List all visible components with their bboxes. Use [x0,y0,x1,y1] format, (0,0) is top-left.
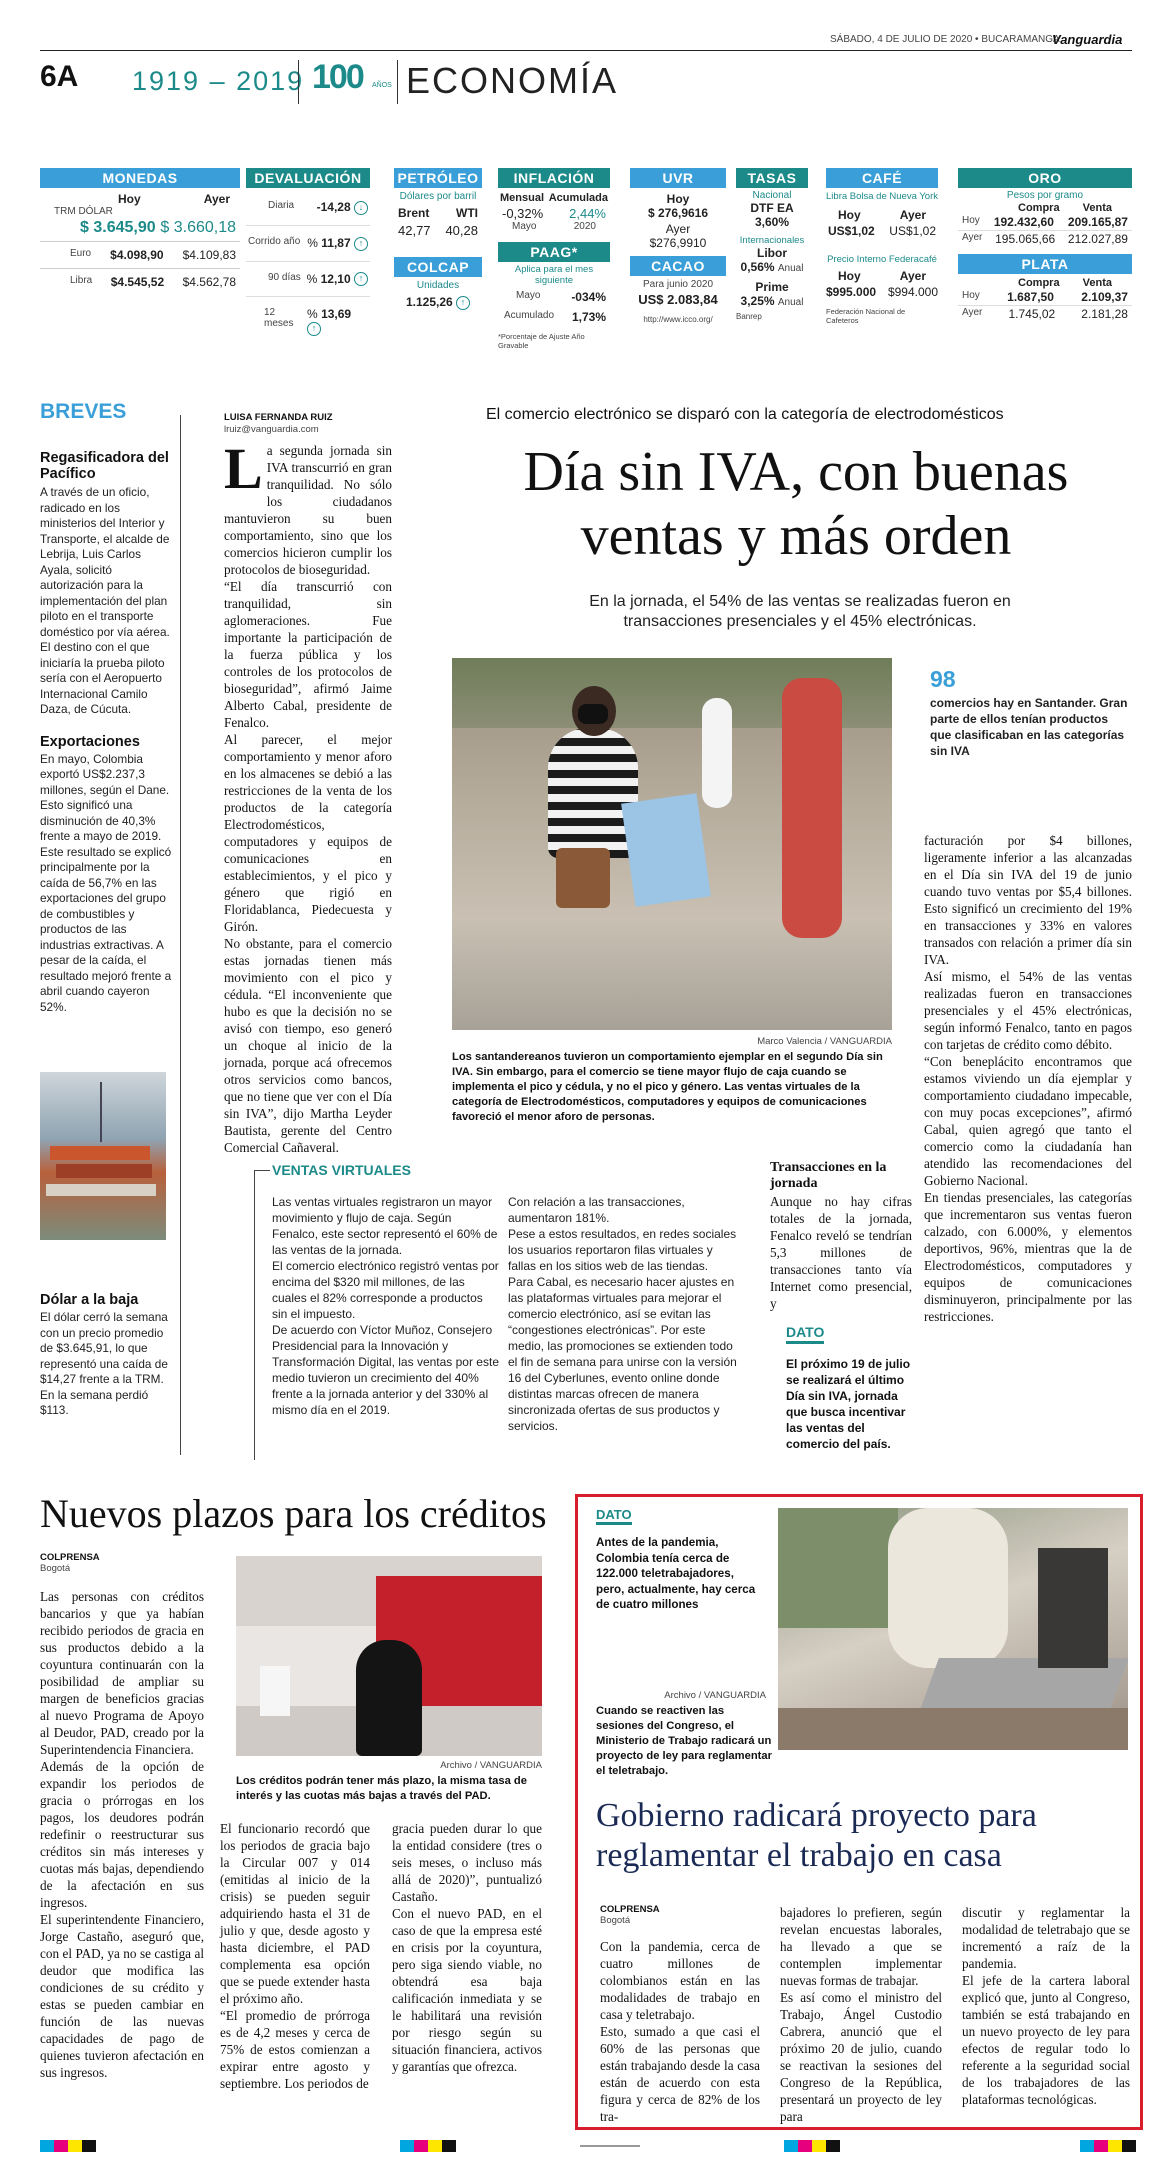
value: US$ 2.083,84 [638,292,718,307]
article-text: bajadores lo prefieren, según revelan encuestas laborales, ha llevado a que se contemplen implementar nuevas formas de trabajar. Es así como el ministro del Trabajo, Ángel Custodio Cabrera, anunció que el próximo 20 de julio, cuando se reactivan la sesiones del Congreso de la República, presentará un proyecto de ley para [780,1905,942,2124]
value: 212.027,89 [1067,232,1128,246]
label: Ayer [962,307,983,318]
value: 13,69 [321,307,352,322]
dek-line: En la jornada, el 54% de las ventas se realizadas fueron en [589,593,1011,610]
trm-today: $ 3.645,90 [80,219,156,236]
value: -14,28 [316,200,351,214]
label: Mayo [516,290,541,301]
divider [397,60,398,104]
label: Acumulada [548,192,608,204]
label: Corrido año [248,235,301,247]
value: -0,32% [502,206,544,221]
creditos-headline: Nuevos plazos para los créditos [40,1491,547,1536]
article-text: a segunda jornada sin IVA transcurrió en gran tranquilidad. No sólo los ciudadanos mantuvieron su buen comportamiento, sino que los comercios hicieron cumplir los protocolos de bioseguridad. “El día transcurrió con tranquilidad, sin aglomeraciones. Fue importante la participación de la fuerza pública y los controles de los protocolos de bioseguridad”, afirmó Jaime Alberto Cabal, presidente de Fenalco. Al parecer, el mejor comportamiento y menor aforo en los almacenes se debió a las restricciones de la venta de los productos de la categoría Electrodomésticos, computadores y equipos de comunicaciones en establecimientos, y el pico y género que rigió en Floridablanca, Piedecuesta y Girón. No obstante, para el comercio estas jornadas tienen más movimiento con el pico y cédula. “El inconveniente que hubo es que la decisión no se avisó con tiempo, eso generó un choque al inicio de la jornada, porque acá ofrecemos otros servicios como bancos, que no tiene que ver con el Día sin IVA”, dijo Martha Leyder Bautista, gerente del Centro Comercial Cañaveral. [224,443,392,1155]
breve-dolar [40,1292,176,1419]
article-column-1 [224,436,392,1156]
cafe-box [826,168,938,325]
brief-heading: Dólar a la baja [40,1292,139,1308]
dek [460,592,1140,632]
shopper-photo [452,658,892,1030]
stat-box [930,666,1130,759]
breves-column [40,400,176,1015]
value: -034% [571,290,606,304]
value: 12,10 [320,271,351,286]
photo-credit: Archivo / VANGUARDIA [440,1760,542,1771]
brief-text: En mayo, Colombia exportó US$2.237,3 millones, según el Dane. Esto significó una disminución de 40,3% frente a mayo de 2019. Este resultado se explicó principalmente por la caída de 56,7% en las exportaciones del grupo de combustibles y productos de las industrias extractivas. A pesar de la caída, el resultado mejoró frente a abril cuando cayeron 52%. [40,751,172,1014]
label: Anual [777,297,804,308]
value: 2.181,28 [1081,307,1128,321]
tasas-box [736,168,808,321]
value: 2.109,37 [1081,290,1128,304]
breves-rule [180,415,181,1455]
label: Euro [70,248,92,259]
label: WTI [456,206,478,220]
label: Libor [757,246,787,260]
article-text: Con la pandemia, cerca de cuatro millones de colombianos están en las modalidades de trabajo en casa y teletrabajo. Esto, sumado a que casi el 60% de las personas que están trabajando desde la casa están de acuerdo con esta figura y cerca de 82% de los tra- [600,1939,760,2124]
dato-box [786,1324,914,1452]
tasas-title: TASAS [736,168,808,188]
article-column-2b [770,1160,912,1312]
photo-caption: Los créditos podrán tener más plazo, la misma tasa de interés y las cuotas más bajas a través del PAD. [236,1775,527,1802]
value: $ 276,9616 [647,206,709,220]
dato-text: Antes de la pandemia, Colombia tenía cerca de 122.000 teletrabajadores, pero, actualmente, hay cerca de cuatro millones [596,1536,756,1611]
label: Pesos por gramo [1006,190,1084,201]
subheading: Transacciones en la jornada [770,1160,887,1191]
author: LUISA FERNANDA RUIZ [224,412,333,423]
brief-heading: Regasificadora del Pacífico [40,450,169,482]
colcap-title: COLCAP [394,257,482,277]
drop-cap: L [224,436,263,501]
label: Ayer [203,192,230,206]
value: 1.745,02 [1008,307,1056,321]
value: $994.000 [887,285,938,299]
label: Ayer [899,208,926,222]
article-text: discutir y reglamentar la modalidad de teletrabajo que se incrementó a raíz de la pandemia. El jefe de la cartera laboral explicó que, junto al Congreso, también se está trabajando en un nuevo proyecto de ley para efectos de regular todo lo referente a la seguridad social de los trabajadores de las plataformas tecnológicas. [962,1905,1130,2107]
plata-title: PLATA [958,254,1132,274]
label: Prime [755,280,789,294]
value: 209.165,87 [1067,215,1128,229]
city: Bogotá [40,1563,71,1574]
arrow-up-icon: ↑ [354,237,368,251]
years: 1919 – 2019 [132,66,305,96]
value: 3,25% [740,294,775,308]
arrow-down-icon: ↓ [354,201,368,215]
label: Anual [777,263,804,274]
kicker: El comercio electrónico se disparó con la categoría de electrodomésticos [486,406,1004,423]
divider [298,60,299,104]
label: Dólares por barril [399,191,477,202]
virtual-rule [254,1170,255,1460]
arrow-up-icon: ↑ [456,296,470,310]
section-title: ECONOMÍA [406,60,619,101]
photo-credit: Archivo / VANGUARDIA [664,1690,766,1701]
label: Venta [1082,277,1112,289]
label: Unidades [416,280,460,291]
anniversary-sub: AÑOS [372,82,392,89]
value: 1.125,26 [405,295,453,309]
label: Acumulado [504,310,555,321]
label: Compra [1018,202,1060,214]
inflacion-box [498,168,610,350]
value: $4.562,78 [182,275,236,289]
value: 1,73% [571,310,606,324]
value: US$1,02 [828,224,875,238]
bank-photo [236,1556,542,1756]
label: Hoy [962,290,980,301]
trm-yesterday: $ 3.660,18 [160,219,236,236]
port-containers-photo [40,1072,166,1240]
label: Venta [1082,202,1112,214]
label: Para junio 2020 [642,279,714,290]
label: Ayer [899,269,926,283]
photo-credit: Marco Valencia / VANGUARDIA [757,1036,892,1047]
author-email[interactable]: lruiz@vanguardia.com [224,424,319,435]
source-link[interactable]: http://www.icco.org/ [643,315,713,324]
value: 0,56% [740,260,775,274]
virtual-text: Con relación a las transacciones, aumentaron 181%. Pese a estos resultados, en redes sociales los usuarios reportaron filas virtuales y fallas en los sitios web de las tiendas. Para Cabal, es necesario hacer ajustes en las plataformas virtuales para mejorar el comercio electrónico, así se evitan las “congestiones electrónicas”. Por este medio, las promociones se extienden todo el fin de semana para unirse con la versión 16 del Cyberlunes, evento online donde distintas marcas ofrecen de manera sincronizada ofertas de sus productos y servicios. [508,1195,737,1433]
label: 12 meses [264,307,294,330]
oro-title: ORO [958,168,1132,188]
value: 195.065,66 [995,232,1056,246]
cafe-title: CAFÉ [826,168,938,188]
laptop-photo [778,1508,1128,1750]
label: Libra Bolsa de Nueva York [826,191,938,202]
header-rule [40,50,1132,51]
label: Mensual [500,192,545,204]
value: $995.000 [826,285,877,299]
monedas-box [40,168,240,295]
photo-caption: Los santandereanos tuvieron un comportamiento ejemplar en el segundo Día sin IVA. Sin embargo, para el comercio se tiene mayor flujo de caja cuando se implementa el pico y cédula, y no el pico y género. Las ventas virtuales de la categoría de Electrodomésticos, computadores y equipos de comunicaciones favoreció el menor aforo de personas. [452,1051,883,1123]
stat-text: comercios hay en Santander. Gran parte de ellos tenían productos que clasificaban en las categorías sin IVA [930,696,1128,758]
label: 2020 [573,221,596,232]
brief-heading: Exportaciones [40,733,140,750]
label: Precio Interno Federacafé [827,254,937,265]
value: US$1,02 [889,224,936,238]
color-registration-bar [40,2140,1140,2152]
uvr-box [630,168,726,324]
author: COLPRENSA [40,1552,100,1563]
dek-line: transacciones presenciales y el 45% electrónicas. [623,613,977,630]
label: Libra [70,275,93,286]
teletrabajo-headline [596,1796,1136,1876]
oro-box [958,168,1132,322]
article-text: Las personas con créditos bancarios y que ya habían recibido periodos de gracia en sus productos debido a la coyuntura continuarán con la posibilidad de ampliar su margen de beneficios gracias al nuevo Programa de Apoyo al Deudor, PAD, creado por la Superintendencia Financiera. Además de la opción de expandir los periodos de gracia o prórrogas en los pagos, los deudores podrán redefinir o reestructurar sus créditos sin más intereses y cuotas más bajas, dependiendo de la afectación en sus ingresos. El superintendente Financiero, Jorge Castaño, aseguró que, con el PAD, ya no se castiga al deudor que modifica las condiciones de su crédito y estas se pueden cambiar en función de las nuevas capacidades de pago de quienes tuvieron afectación en sus ingresos. [40,1589,204,2080]
virtual-text: Las ventas virtuales registraron un mayor movimiento y flujo de caja. Según Fenalco, este sector representó el 60% de las ventas de la jornada. El comercio electrónico registró ventas por encima del $320 mil millones, de las cuales el 82% corresponde a productos sin el impuesto. De acuerdo con Víctor Muñoz, Consejero Presidencial para la Innovación y Transformación Digital, las ventas por este medio tuvieron un crecimiento del 40% frente a la jornada anterior y del 330% al mismo día en el 2019. [272,1195,499,1417]
petroleo-title: PETRÓLEO [394,168,482,188]
value: $4.098,90 [110,248,164,262]
article-text: gracia pueden durar lo que la entidad considere (tres o seis meses, o incluso más allá de 2020)”, puntualizó Castaño. Con el nuevo PAD, en el caso de que la empresa esté en crisis por la coyuntura, pero siga siendo viable, no obtendrá esa baja calificación inmediata y se le habilitará una revisión por riesgo según su situación financiera, activos y garantías que ofrezca. [392,1821,542,2074]
petroleo-box [394,168,482,310]
label: Mayo [512,221,537,232]
label: DTF EA [750,201,794,215]
label: Nacional [752,190,792,201]
value: 11,87 [321,235,351,250]
virtual-rule-tick [254,1170,270,1171]
label: Hoy [838,269,861,283]
label: Brent [398,206,430,220]
page-number: 6A [40,60,79,93]
label: Internacionales [739,235,805,246]
paag-title: PAAG* [498,242,610,262]
value: 1.687,50 [1007,290,1054,304]
label: 90 días [268,271,301,283]
devaluacion-box: DEVALUACIÓN Diaria -14,28 ↓ Corrido año % 11,87 ↑ 90 días % 12,10 ↑ 12 meses % 13,69 ↑ [246,168,370,346]
source: Banrep [736,312,762,321]
uvr-title: UVR [630,168,726,188]
label: Hoy [838,208,861,222]
author: COLPRENSA [600,1904,660,1915]
brief-text: El dólar cerró la semana con un precio promedio de $3.645,91, lo que representó una caída de $14,27 frente a la TRM. En la semana perdió $113. [40,1310,168,1417]
dato-title: DATO [786,1324,824,1344]
value: $4.545,52 [110,275,165,289]
article-text: Aunque no hay cifras totales de la jornada, Fenalco reveló se tendrían 5,3 millones de transacciones tanto vía Internet como presencial, y [770,1194,912,1311]
value: 3,60% [754,215,790,229]
source: Federación Nacional de Cafeteros [826,307,906,325]
label: Ayer [665,222,691,236]
value: $4.109,83 [182,248,236,262]
cacao-title: CACAO [630,256,726,276]
label: Hoy [666,192,690,206]
label: Diaria [268,200,295,211]
headline-line: reglamentar el trabajo en casa [596,1837,1002,1874]
label: Compra [1018,277,1060,289]
article-column-3 [924,832,1132,1325]
dato-text: El próximo 19 de julio se realizará el último Día sin IVA, jornada que busca incentivar las ventas del comercio del país. [786,1357,911,1451]
dateline: SÁBADO, 4 DE JULIO DE 2020 • BUCARAMANGA [830,34,1060,45]
headline [436,440,1156,568]
arrow-up-icon: ↑ [354,272,368,286]
brief-text: A través de un oficio, radicado en los ministerios del Interior y Transporte, el alcalde de Lebrija, Luis Carlos Ayala, solicitó autorización para la implementación del plan piloto en el transporte doméstico por vía aérea. El destino con el que iniciaría la prueba piloto sería con el Aeropuerto Internacional Camilo Daza, de Cúcuta. [40,485,170,716]
city: Bogotá [600,1915,631,1926]
headline-line: ventas y más orden [580,505,1012,567]
label: Hoy [118,192,141,206]
brand-logo: Vanguardia [1052,32,1123,47]
headline-line: Día sin IVA, con buenas [523,441,1069,503]
dato-box [596,1506,762,1613]
inflacion-title: INFLACIÓN [498,168,610,188]
footnote: *Porcentaje de Ajuste Año Gravable [498,332,585,350]
label: TRM DÓLAR [54,206,113,217]
breves-title: BREVES [40,400,127,423]
value: 40,28 [445,223,478,238]
value: 42,77 [398,223,431,238]
virtual-title: VENTAS VIRTUALES [272,1162,411,1178]
article-text: facturación por $4 billones, ligeramente inferior a las alcanzadas en el Día sin IVA del 19 de junio cuando tuvo ventas por $5,4 billones. Esto significó un crecimiento del 19% en transacciones y 33% en valores transados con relación a primer día sin IVA. Así mismo, el 54% de las ventas realizadas fueron en transacciones presenciales y el 45% electrónicas, según informó Fenalco, tanto en pagos con tarjetas de crédito como débito. “Con beneplácito encontramos que estamos viviendo un día ejemplar y comportamiento ciudadano impecable, con muy pocas excepciones”, afirmó Cabal, quien agregó que tanto el comercio como la ciudadanía han atendido las recomendaciones del Gobierno Nacional. En tiendas presenciales, las categorías que incrementaron sus ventas fueron calzado, con 6.000%, y elementos deportivos, 96%, mientras que la de Electrodomésticos, computadores y equipos de comunicaciones disminuyeron, principalmente por las restricciones. [924,833,1132,1324]
value: 192.432,60 [993,215,1054,229]
label: Hoy [962,215,980,226]
article-text: El funcionario recordó que los periodos de gracia bajo la Circular 007 y 014 (emitidas al inicio de la crisis) se pueden seguir adquiriendo hasta el 31 de julio y que, desde agosto y hasta diciembre, el PAD complementa esa opción que se puede extender hasta el próximo año. “El promedio de prórroga es de 4,2 meses y cerca de 75% de estos comienzan a expirar entre agosto y septiembre. Los periodos de [220,1821,370,2091]
headline-line: Gobierno radicará proyecto para [596,1797,1037,1834]
devaluacion-title: DEVALUACIÓN [246,168,370,188]
dato-title: DATO [596,1507,632,1525]
anniversary-logo: 100 [312,58,363,96]
value: $276,9910 [649,236,707,250]
stat-number: 98 [930,666,956,692]
arrow-up-icon: ↑ [307,322,321,336]
label: Ayer [962,232,983,243]
photo-caption: Cuando se reactiven las sesiones del Congreso, el Ministerio de Trabajo radicará un proyecto de ley para reglamentar el teletrabajo. [596,1705,772,1777]
value: 2,44% [569,206,606,221]
label: Aplica para el mes siguiente [514,264,594,286]
monedas-title: MONEDAS [40,168,240,188]
